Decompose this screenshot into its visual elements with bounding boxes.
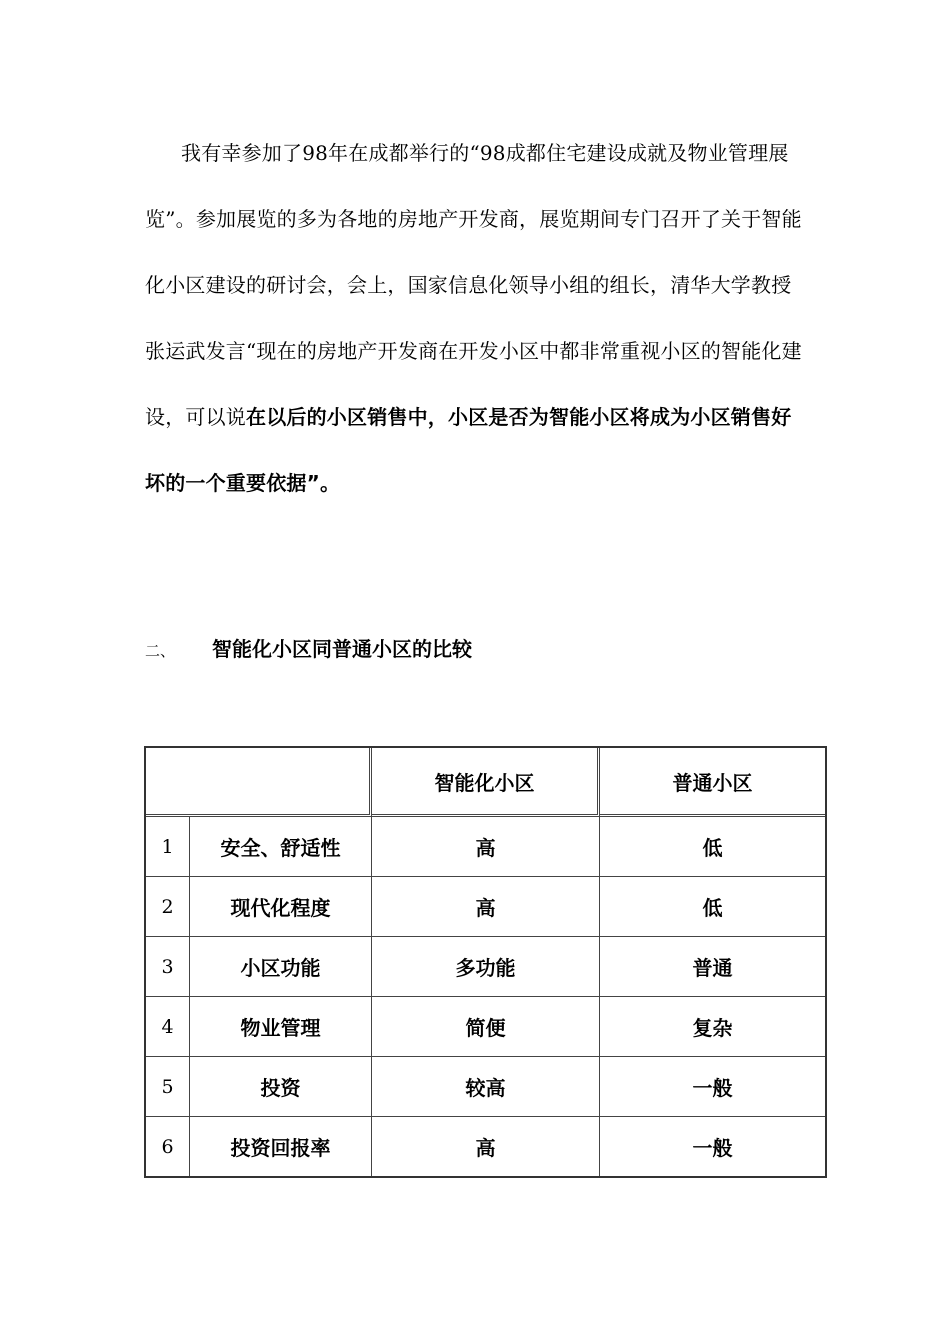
row-normal-value: 普通 — [600, 937, 825, 997]
table-header-row — [146, 748, 825, 817]
table-header-corner — [146, 748, 372, 817]
comparison-table — [144, 746, 827, 1178]
row-smart-value: 较高 — [372, 1057, 600, 1117]
row-index: 5 — [146, 1057, 190, 1117]
table-header-normal: 普通小区 — [600, 748, 825, 817]
table-header-smart: 智能化小区 — [372, 748, 600, 817]
section-title: 智能化小区同普通小区的比较 — [212, 637, 472, 661]
row-index: 6 — [146, 1117, 190, 1176]
section-number: 二、 — [145, 642, 176, 660]
row-feature: 物业管理 — [190, 997, 372, 1057]
table-row — [146, 997, 825, 1057]
row-smart-value: 简便 — [372, 997, 600, 1057]
table-row — [146, 1057, 825, 1117]
row-feature: 投资 — [190, 1057, 372, 1117]
row-smart-value: 高 — [372, 877, 600, 937]
table-row — [146, 877, 825, 937]
paragraph-bold-text: 在以后的小区销售中，小区是否为智能小区将成为小区销售好坏的一个重要依据”。 — [145, 405, 792, 495]
row-normal-value: 低 — [600, 817, 825, 877]
body-paragraph — [145, 120, 810, 516]
table-row — [146, 1117, 825, 1176]
row-smart-value: 高 — [372, 817, 600, 877]
row-normal-value: 一般 — [692, 1136, 733, 1160]
row-index: 4 — [146, 997, 190, 1057]
row-feature: 小区功能 — [190, 937, 372, 997]
row-index: 2 — [146, 877, 190, 937]
row-smart-value: 高 — [372, 1117, 600, 1176]
row-normal-value: 一般 — [600, 1057, 825, 1117]
row-feature: 投资回报率 — [190, 1117, 372, 1176]
row-normal-value: 低 — [600, 877, 825, 937]
row-smart-value: 多功能 — [372, 937, 600, 997]
table-row — [146, 817, 825, 877]
row-feature: 现代化程度 — [190, 877, 372, 937]
row-index: 1 — [146, 817, 190, 877]
row-feature: 安全、舒适性 — [190, 817, 372, 877]
row-index: 3 — [146, 937, 190, 997]
row-normal-value: 复杂 — [600, 997, 825, 1057]
section-heading — [145, 633, 472, 665]
table-row — [146, 937, 825, 997]
paragraph-text: 我有幸参加了98年在成都举行的“98成都住宅建设成就及物业管理展览”。参加展览的多为各地的房地产开发商，展览期间专门召开了关于智能化小区建设的研讨会，会上，国家信息化领导小组的组长，清华大学教授张运武发言“现在的房地产开发商在开发小区中都非常重视小区的智能化建设，可以说 — [145, 141, 802, 429]
